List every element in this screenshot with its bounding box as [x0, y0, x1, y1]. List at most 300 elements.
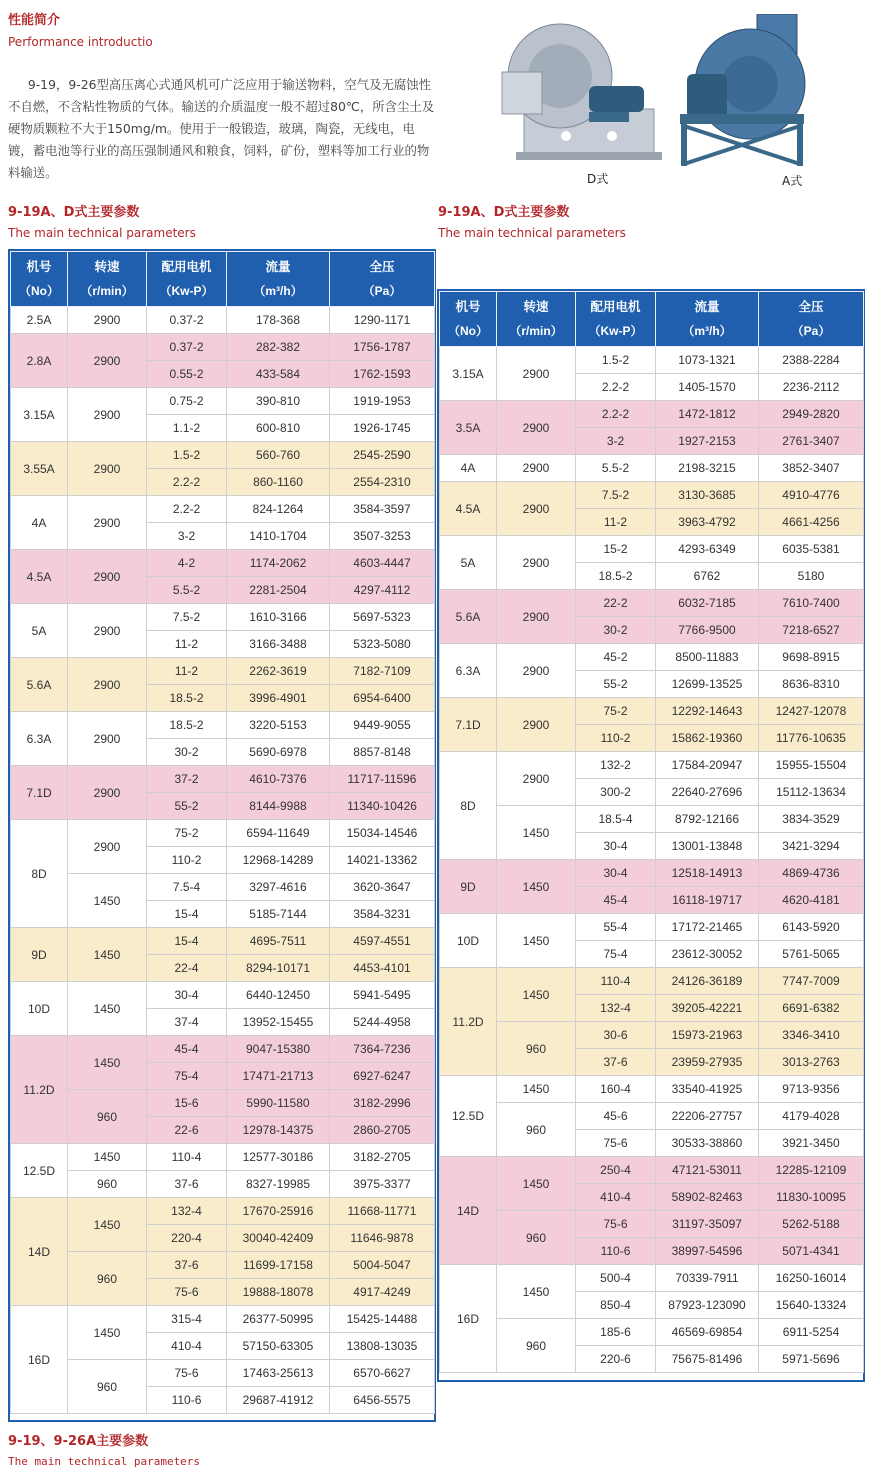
motor-cell: 110-2: [147, 847, 227, 874]
speed-cell: 2900: [497, 644, 576, 698]
left-params-table: [10, 251, 435, 1414]
flow-cell: 23959-27935: [656, 1049, 759, 1076]
pressure-cell: 3013-2763: [759, 1049, 864, 1076]
flow-cell: 33540-41925: [656, 1076, 759, 1103]
pressure-cell: 4179-4028: [759, 1103, 864, 1130]
flow-cell: 1073-1321: [656, 347, 759, 374]
model-cell: 8D: [11, 820, 68, 928]
motor-cell: 22-4: [147, 955, 227, 982]
motor-cell: 18.5-2: [576, 563, 656, 590]
pressure-cell: 5761-5065: [759, 941, 864, 968]
pressure-cell: 5323-5080: [330, 631, 435, 658]
table-row: [11, 658, 435, 685]
motor-cell: 37-4: [147, 1009, 227, 1036]
flow-cell: 3130-3685: [656, 482, 759, 509]
flow-cell: 22640-27696: [656, 779, 759, 806]
col-motor: 配用电机 （Kw-P）: [147, 252, 227, 307]
flow-cell: 30040-42409: [227, 1225, 330, 1252]
motor-cell: 22-6: [147, 1117, 227, 1144]
speed-cell: 960: [68, 1252, 147, 1306]
flow-cell: 3963-4792: [656, 509, 759, 536]
flow-cell: 8294-10171: [227, 955, 330, 982]
pressure-cell: 6911-5254: [759, 1319, 864, 1346]
motor-cell: 22-2: [576, 590, 656, 617]
table-row: [440, 1157, 864, 1184]
pressure-cell: 7610-7400: [759, 590, 864, 617]
flow-cell: 824-1264: [227, 496, 330, 523]
flow-cell: 26377-50995: [227, 1306, 330, 1333]
pressure-cell: 1290-1171: [330, 307, 435, 334]
pressure-cell: 2761-3407: [759, 428, 864, 455]
pressure-cell: 2860-2705: [330, 1117, 435, 1144]
pressure-cell: 1926-1745: [330, 415, 435, 442]
pressure-cell: 5180: [759, 563, 864, 590]
motor-cell: 55-2: [576, 671, 656, 698]
pressure-cell: 9713-9356: [759, 1076, 864, 1103]
motor-cell: 3-2: [147, 523, 227, 550]
table-row: [11, 1171, 435, 1198]
flow-cell: 6762: [656, 563, 759, 590]
pressure-cell: 5004-5047: [330, 1252, 435, 1279]
speed-cell: 2900: [68, 820, 147, 874]
model-cell: 9D: [440, 860, 497, 914]
motor-cell: 132-4: [576, 995, 656, 1022]
col-no: 机号 （No）: [440, 292, 497, 347]
pressure-cell: 2236-2112: [759, 374, 864, 401]
model-cell: 12.5D: [440, 1076, 497, 1157]
motor-cell: 160-4: [576, 1076, 656, 1103]
model-cell: 2.5A: [11, 307, 68, 334]
speed-cell: 1450: [68, 874, 147, 928]
table-row: [11, 550, 435, 577]
motor-cell: 1.5-2: [147, 442, 227, 469]
flow-cell: 6440-12450: [227, 982, 330, 1009]
speed-cell: 2900: [497, 698, 576, 752]
section-subtitle: Performance introductio: [8, 35, 153, 49]
speed-cell: 1450: [497, 806, 576, 860]
pressure-cell: 5262-5188: [759, 1211, 864, 1238]
flow-cell: 178-368: [227, 307, 330, 334]
pressure-cell: 4869-4736: [759, 860, 864, 887]
motor-cell: 18.5-2: [147, 712, 227, 739]
pressure-cell: 3852-3407: [759, 455, 864, 482]
flow-cell: 29687-41912: [227, 1387, 330, 1414]
motor-cell: 75-4: [576, 941, 656, 968]
table-row: [440, 914, 864, 941]
pressure-cell: 2388-2284: [759, 347, 864, 374]
motor-cell: 75-4: [147, 1063, 227, 1090]
pressure-cell: 13808-13035: [330, 1333, 435, 1360]
model-cell: 6.3A: [11, 712, 68, 766]
flow-cell: 3166-3488: [227, 631, 330, 658]
pressure-cell: 5071-4341: [759, 1238, 864, 1265]
flow-cell: 17172-21465: [656, 914, 759, 941]
motor-cell: 220-6: [576, 1346, 656, 1373]
flow-cell: 70339-7911: [656, 1265, 759, 1292]
pressure-cell: 1762-1593: [330, 361, 435, 388]
motor-cell: 500-4: [576, 1265, 656, 1292]
pressure-cell: 16250-16014: [759, 1265, 864, 1292]
flow-cell: 31197-35097: [656, 1211, 759, 1238]
pressure-cell: 3584-3597: [330, 496, 435, 523]
flow-cell: 1472-1812: [656, 401, 759, 428]
pressure-cell: 15112-13634: [759, 779, 864, 806]
col-pressure: 全压 （Pa）: [759, 292, 864, 347]
motor-cell: 132-4: [147, 1198, 227, 1225]
motor-cell: 75-6: [147, 1279, 227, 1306]
flow-cell: 5690-6978: [227, 739, 330, 766]
table-row: [440, 968, 864, 995]
motor-cell: 75-6: [576, 1211, 656, 1238]
motor-cell: 7.5-2: [576, 482, 656, 509]
col-motor: 配用电机 （Kw-P）: [576, 292, 656, 347]
motor-cell: 30-2: [576, 617, 656, 644]
table-row: [11, 820, 435, 847]
table-row: [440, 1103, 864, 1130]
pressure-cell: 2554-2310: [330, 469, 435, 496]
motor-cell: 45-4: [576, 887, 656, 914]
table-row: [440, 1265, 864, 1292]
flow-cell: 4293-6349: [656, 536, 759, 563]
flow-cell: 9047-15380: [227, 1036, 330, 1063]
pressure-cell: 1919-1953: [330, 388, 435, 415]
flow-cell: 15973-21963: [656, 1022, 759, 1049]
table-row: [11, 928, 435, 955]
flow-cell: 282-382: [227, 334, 330, 361]
motor-cell: 55-4: [576, 914, 656, 941]
pressure-cell: 11717-11596: [330, 766, 435, 793]
col-no: 机号 （No）: [11, 252, 68, 307]
flow-cell: 2262-3619: [227, 658, 330, 685]
pressure-cell: 5941-5495: [330, 982, 435, 1009]
flow-cell: 12292-14643: [656, 698, 759, 725]
pressure-cell: 3620-3647: [330, 874, 435, 901]
motor-cell: 15-4: [147, 901, 227, 928]
speed-cell: 2900: [68, 766, 147, 820]
table-row: [11, 982, 435, 1009]
pressure-cell: 8857-8148: [330, 739, 435, 766]
flow-cell: 12968-14289: [227, 847, 330, 874]
speed-cell: 2900: [497, 536, 576, 590]
model-cell: 8D: [440, 752, 497, 860]
speed-cell: 2900: [68, 388, 147, 442]
pressure-cell: 4620-4181: [759, 887, 864, 914]
model-cell: 12.5D: [11, 1144, 68, 1198]
motor-cell: 18.5-4: [576, 806, 656, 833]
pressure-cell: 3921-3450: [759, 1130, 864, 1157]
motor-cell: 37-6: [576, 1049, 656, 1076]
table-row: [11, 307, 435, 334]
pressure-cell: 2545-2590: [330, 442, 435, 469]
flow-cell: 1927-2153: [656, 428, 759, 455]
flow-cell: 2198-3215: [656, 455, 759, 482]
right-params-table: [439, 291, 864, 1373]
speed-cell: 2900: [68, 658, 147, 712]
pressure-cell: 4661-4256: [759, 509, 864, 536]
flow-cell: 17463-25613: [227, 1360, 330, 1387]
pressure-cell: 15955-15504: [759, 752, 864, 779]
motor-cell: 7.5-2: [147, 604, 227, 631]
flow-cell: 8500-11883: [656, 644, 759, 671]
pressure-cell: 15425-14488: [330, 1306, 435, 1333]
speed-cell: 1450: [68, 1306, 147, 1360]
flow-cell: 7766-9500: [656, 617, 759, 644]
pressure-cell: 5971-5696: [759, 1346, 864, 1373]
table-row: [440, 1211, 864, 1238]
table-row: [440, 644, 864, 671]
motor-cell: 15-4: [147, 928, 227, 955]
pressure-cell: 3182-2996: [330, 1090, 435, 1117]
flow-cell: 38997-54596: [656, 1238, 759, 1265]
pressure-cell: 15640-13324: [759, 1292, 864, 1319]
flow-cell: 4610-7376: [227, 766, 330, 793]
motor-cell: 410-4: [147, 1333, 227, 1360]
flow-cell: 23612-30052: [656, 941, 759, 968]
table-row: [11, 334, 435, 361]
pressure-cell: 11646-9878: [330, 1225, 435, 1252]
model-cell: 6.3A: [440, 644, 497, 698]
motor-cell: 37-6: [147, 1171, 227, 1198]
speed-cell: 1450: [497, 860, 576, 914]
pressure-cell: 3834-3529: [759, 806, 864, 833]
flow-cell: 860-1160: [227, 469, 330, 496]
motor-cell: 30-4: [147, 982, 227, 1009]
speed-cell: 2900: [68, 550, 147, 604]
speed-cell: 2900: [68, 604, 147, 658]
table-row: [11, 1306, 435, 1333]
speed-cell: 1450: [497, 1076, 576, 1103]
motor-cell: 110-2: [576, 725, 656, 752]
speed-cell: 1450: [497, 914, 576, 968]
pressure-cell: 3182-2705: [330, 1144, 435, 1171]
pressure-cell: 7218-6527: [759, 617, 864, 644]
model-cell: 7.1D: [11, 766, 68, 820]
pressure-cell: 3421-3294: [759, 833, 864, 860]
pressure-cell: 4597-4551: [330, 928, 435, 955]
left-table-subtitle: The main technical parameters: [8, 226, 196, 240]
table-row: [11, 388, 435, 415]
motor-cell: 410-4: [576, 1184, 656, 1211]
flow-cell: 58902-82463: [656, 1184, 759, 1211]
col-flow: 流量 （m³/h）: [656, 292, 759, 347]
speed-cell: 2900: [497, 590, 576, 644]
pressure-cell: 4910-4776: [759, 482, 864, 509]
motor-cell: 110-4: [147, 1144, 227, 1171]
flow-cell: 390-810: [227, 388, 330, 415]
flow-cell: 8327-19985: [227, 1171, 330, 1198]
flow-cell: 87923-123090: [656, 1292, 759, 1319]
flow-cell: 46569-69854: [656, 1319, 759, 1346]
table-row: [440, 401, 864, 428]
model-cell: 3.15A: [11, 388, 68, 442]
flow-cell: 22206-27757: [656, 1103, 759, 1130]
flow-cell: 600-810: [227, 415, 330, 442]
flow-cell: 560-760: [227, 442, 330, 469]
motor-cell: 45-4: [147, 1036, 227, 1063]
table-row: [440, 752, 864, 779]
motor-cell: 0.75-2: [147, 388, 227, 415]
pressure-cell: 11830-10095: [759, 1184, 864, 1211]
motor-cell: 110-6: [576, 1238, 656, 1265]
motor-cell: 37-6: [147, 1252, 227, 1279]
table-row: [11, 874, 435, 901]
model-cell: 2.8A: [11, 334, 68, 388]
flow-cell: 3996-4901: [227, 685, 330, 712]
pressure-cell: 3507-3253: [330, 523, 435, 550]
flow-cell: 1405-1570: [656, 374, 759, 401]
table-row: [11, 1090, 435, 1117]
model-cell: 16D: [440, 1265, 497, 1373]
speed-cell: 2900: [497, 401, 576, 455]
pressure-cell: 3975-3377: [330, 1171, 435, 1198]
motor-cell: 11-2: [147, 658, 227, 685]
a-type-caption: A式: [782, 174, 803, 188]
speed-cell: 960: [68, 1171, 147, 1198]
speed-cell: 2900: [68, 334, 147, 388]
speed-cell: 2900: [68, 442, 147, 496]
bottom-section-title: 9-19、9-26A主要参数: [8, 1434, 149, 1449]
motor-cell: 110-4: [576, 968, 656, 995]
motor-cell: 30-4: [576, 860, 656, 887]
pressure-cell: 3584-3231: [330, 901, 435, 928]
pressure-cell: 6570-6627: [330, 1360, 435, 1387]
motor-cell: 15-6: [147, 1090, 227, 1117]
flow-cell: 12518-14913: [656, 860, 759, 887]
pressure-cell: 4453-4101: [330, 955, 435, 982]
speed-cell: 2900: [68, 712, 147, 766]
table-row: [440, 347, 864, 374]
speed-cell: 960: [68, 1090, 147, 1144]
col-speed: 转速 （r/min）: [497, 292, 576, 347]
flow-cell: 75675-81496: [656, 1346, 759, 1373]
model-cell: 10D: [11, 982, 68, 1036]
motor-cell: 1.1-2: [147, 415, 227, 442]
flow-cell: 5185-7144: [227, 901, 330, 928]
speed-cell: 2900: [497, 455, 576, 482]
table-row: [440, 536, 864, 563]
model-cell: 3.15A: [440, 347, 497, 401]
motor-cell: 3-2: [576, 428, 656, 455]
pressure-cell: 11776-10635: [759, 725, 864, 752]
pressure-cell: 11340-10426: [330, 793, 435, 820]
pressure-cell: 5697-5323: [330, 604, 435, 631]
table-row: [440, 1076, 864, 1103]
model-cell: 4.5A: [11, 550, 68, 604]
motor-cell: 45-2: [576, 644, 656, 671]
motor-cell: 30-6: [576, 1022, 656, 1049]
speed-cell: 960: [68, 1360, 147, 1414]
table-row: [11, 1360, 435, 1387]
motor-cell: 11-2: [147, 631, 227, 658]
motor-cell: 250-4: [576, 1157, 656, 1184]
pressure-cell: 11668-11771: [330, 1198, 435, 1225]
flow-cell: 4695-7511: [227, 928, 330, 955]
motor-cell: 220-4: [147, 1225, 227, 1252]
flow-cell: 57150-63305: [227, 1333, 330, 1360]
speed-cell: 1450: [68, 1036, 147, 1090]
speed-cell: 2900: [497, 482, 576, 536]
motor-cell: 30-2: [147, 739, 227, 766]
flow-cell: 2281-2504: [227, 577, 330, 604]
motor-cell: 0.37-2: [147, 307, 227, 334]
speed-cell: 2900: [497, 752, 576, 806]
table-row: [440, 806, 864, 833]
flow-cell: 15862-19360: [656, 725, 759, 752]
pressure-cell: 6143-5920: [759, 914, 864, 941]
table-row: [440, 1319, 864, 1346]
bottom-section-subtitle: The main technical parameters: [8, 1455, 201, 1468]
flow-cell: 6032-7185: [656, 590, 759, 617]
pressure-cell: 4297-4112: [330, 577, 435, 604]
table-row: [440, 1022, 864, 1049]
motor-cell: 2.2-2: [576, 401, 656, 428]
speed-cell: 1450: [68, 928, 147, 982]
table-row: [11, 1036, 435, 1063]
motor-cell: 1.5-2: [576, 347, 656, 374]
motor-cell: 30-4: [576, 833, 656, 860]
model-cell: 5.6A: [11, 658, 68, 712]
table-row: [440, 482, 864, 509]
flow-cell: 17670-25916: [227, 1198, 330, 1225]
table-row: [11, 604, 435, 631]
pressure-cell: 6035-5381: [759, 536, 864, 563]
motor-cell: 110-6: [147, 1387, 227, 1414]
pressure-cell: 9698-8915: [759, 644, 864, 671]
d-type-fan-image: [494, 14, 664, 174]
table-row: [440, 860, 864, 887]
speed-cell: 960: [497, 1211, 576, 1265]
right-table-subtitle: The main technical parameters: [438, 226, 626, 240]
flow-cell: 8144-9988: [227, 793, 330, 820]
pressure-cell: 9449-9055: [330, 712, 435, 739]
motor-cell: 5.5-2: [576, 455, 656, 482]
flow-cell: 3220-5153: [227, 712, 330, 739]
model-cell: 3.55A: [11, 442, 68, 496]
motor-cell: 75-2: [576, 698, 656, 725]
speed-cell: 960: [497, 1022, 576, 1076]
pressure-cell: 2949-2820: [759, 401, 864, 428]
pressure-cell: 8636-8310: [759, 671, 864, 698]
table-row: [11, 442, 435, 469]
col-flow: 流量 （m³/h）: [227, 252, 330, 307]
motor-cell: 75-6: [147, 1360, 227, 1387]
pressure-cell: 4917-4249: [330, 1279, 435, 1306]
flow-cell: 6594-11649: [227, 820, 330, 847]
speed-cell: 1450: [497, 1157, 576, 1211]
table-row: [11, 1144, 435, 1171]
motor-cell: 18.5-2: [147, 685, 227, 712]
speed-cell: 1450: [497, 1265, 576, 1319]
motor-cell: 11-2: [576, 509, 656, 536]
pressure-cell: 6927-6247: [330, 1063, 435, 1090]
flow-cell: 12577-30186: [227, 1144, 330, 1171]
pressure-cell: 7182-7109: [330, 658, 435, 685]
model-cell: 3.5A: [440, 401, 497, 455]
section-title: 性能简介: [8, 13, 61, 28]
pressure-cell: 6954-6400: [330, 685, 435, 712]
flow-cell: 13001-13848: [656, 833, 759, 860]
motor-cell: 185-6: [576, 1319, 656, 1346]
model-cell: 16D: [11, 1306, 68, 1414]
flow-cell: 12978-14375: [227, 1117, 330, 1144]
model-cell: 14D: [11, 1198, 68, 1306]
model-cell: 5A: [440, 536, 497, 590]
right-table-title: 9-19A、D式主要参数: [438, 205, 570, 220]
model-cell: 9D: [11, 928, 68, 982]
motor-cell: 300-2: [576, 779, 656, 806]
model-cell: 4.5A: [440, 482, 497, 536]
table-row: [11, 712, 435, 739]
